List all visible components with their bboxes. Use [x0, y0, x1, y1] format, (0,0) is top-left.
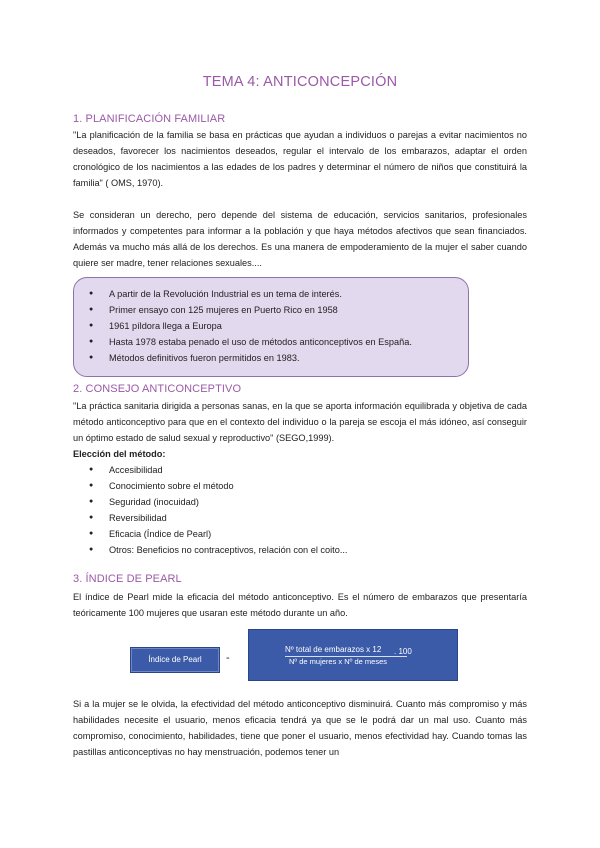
formula-denominator: Nº de mujeres x Nº de meses	[289, 657, 388, 666]
section-heading-consejo: 2. CONSEJO ANTICONCEPTIVO	[73, 383, 242, 395]
pearl-formula-box	[248, 629, 458, 681]
section-heading-pearl: 3. ÍNDICE DE PEARL	[73, 573, 182, 585]
section-heading-planificacion: 1. PLANIFICACIÓN FAMILIAR	[73, 113, 226, 125]
page-title: TEMA 4: ANTICONCEPCIÓN	[202, 74, 398, 90]
paragraph-derecho: Se consideran un derecho, pero depende del sistema de educación, servicios sanitarios, profesionales informados y competentes para informar a la población y que haya métodos afectivos que sean financiados. Además va mucho más allá de los derechos. Es una manera de empoderamiento de la mujer el saber cuando quiere ser madre, tener relaciones sexuales....	[73, 210, 527, 268]
list-item: ● 1961 píldora llega a Europa	[89, 318, 469, 334]
list-item: ● Seguridad (inocuidad)	[89, 494, 509, 510]
list-item: ● Accesibilidad	[89, 462, 509, 478]
list-item: ● Métodos definitivos fueron permitidos en 1983.	[89, 350, 469, 366]
list-item: ● Reversibilidad	[89, 510, 509, 526]
paragraph-oms-definition: "La planificación de la familia se basa en prácticas que ayudan a individuos o parejas a evitar nacimientos no deseados, favorecer los nacimientos deseados, regular el intervalo de los embarazos, adaptar el orden cronológico de los nacimientos a las edades de los padres y determinar el número de niños que constituirá la familia" ( OMS, 1970).	[73, 130, 527, 188]
list-item: ● Primer ensayo con 125 mujeres en Puerto Rico en 1958	[89, 302, 469, 318]
pearl-index-label-box: Índice de Pearl	[130, 647, 220, 673]
list-item: ● A partir de la Revolución Industrial es un tema de interés.	[89, 286, 469, 302]
formula-equals-sign: -	[226, 652, 230, 664]
formula-multiplier: . 100	[394, 647, 412, 656]
method-choice-heading: Elección del método:	[73, 449, 166, 459]
paragraph-sego-definition: "La práctica sanitaria dirigida a personas sanas, en la que se aporta información equilibrada y objetiva de cada método anticonceptivo para que en el contexto del individuo o la pareja se escoja el más idóneo, así conseguir un óptimo estado de salud sexual y reproductivo" (SEGO,1999).	[73, 401, 527, 443]
history-list	[89, 286, 469, 366]
list-item: ● Eficacia (Índice de Pearl)	[89, 526, 509, 542]
list-item: ● Hasta 1978 estaba penado el uso de métodos anticonceptivos en España.	[89, 334, 469, 350]
paragraph-effectiveness: Si a la mujer se le olvida, la efectividad del método anticonceptivo disminuirá. Cuanto más compromiso y más habilidades necesite el usuario, menos eficacia tendrá ya que se le podrá dar un mal uso. Cuanto más compromiso, conocimiento, habilidades, tiene que poner el usuario, menos efectividad hay. Cuando tomas las pastillas anticonceptivas no hay menstruación, podemos tener un	[73, 699, 527, 757]
list-item: ● Conocimiento sobre el método	[89, 478, 509, 494]
paragraph-pearl-definition: El índice de Pearl mide la eficacia del método anticonceptivo. Es el número de embarazos que presentaría teóricamente 100 mujeres que usaran este método durante un año.	[73, 592, 527, 618]
formula-numerator: Nº total de embarazos x 12	[285, 645, 382, 654]
method-criteria-list	[89, 462, 509, 558]
list-item: ● Otros: Beneficios no contraceptivos, relación con el coito...	[89, 542, 509, 558]
